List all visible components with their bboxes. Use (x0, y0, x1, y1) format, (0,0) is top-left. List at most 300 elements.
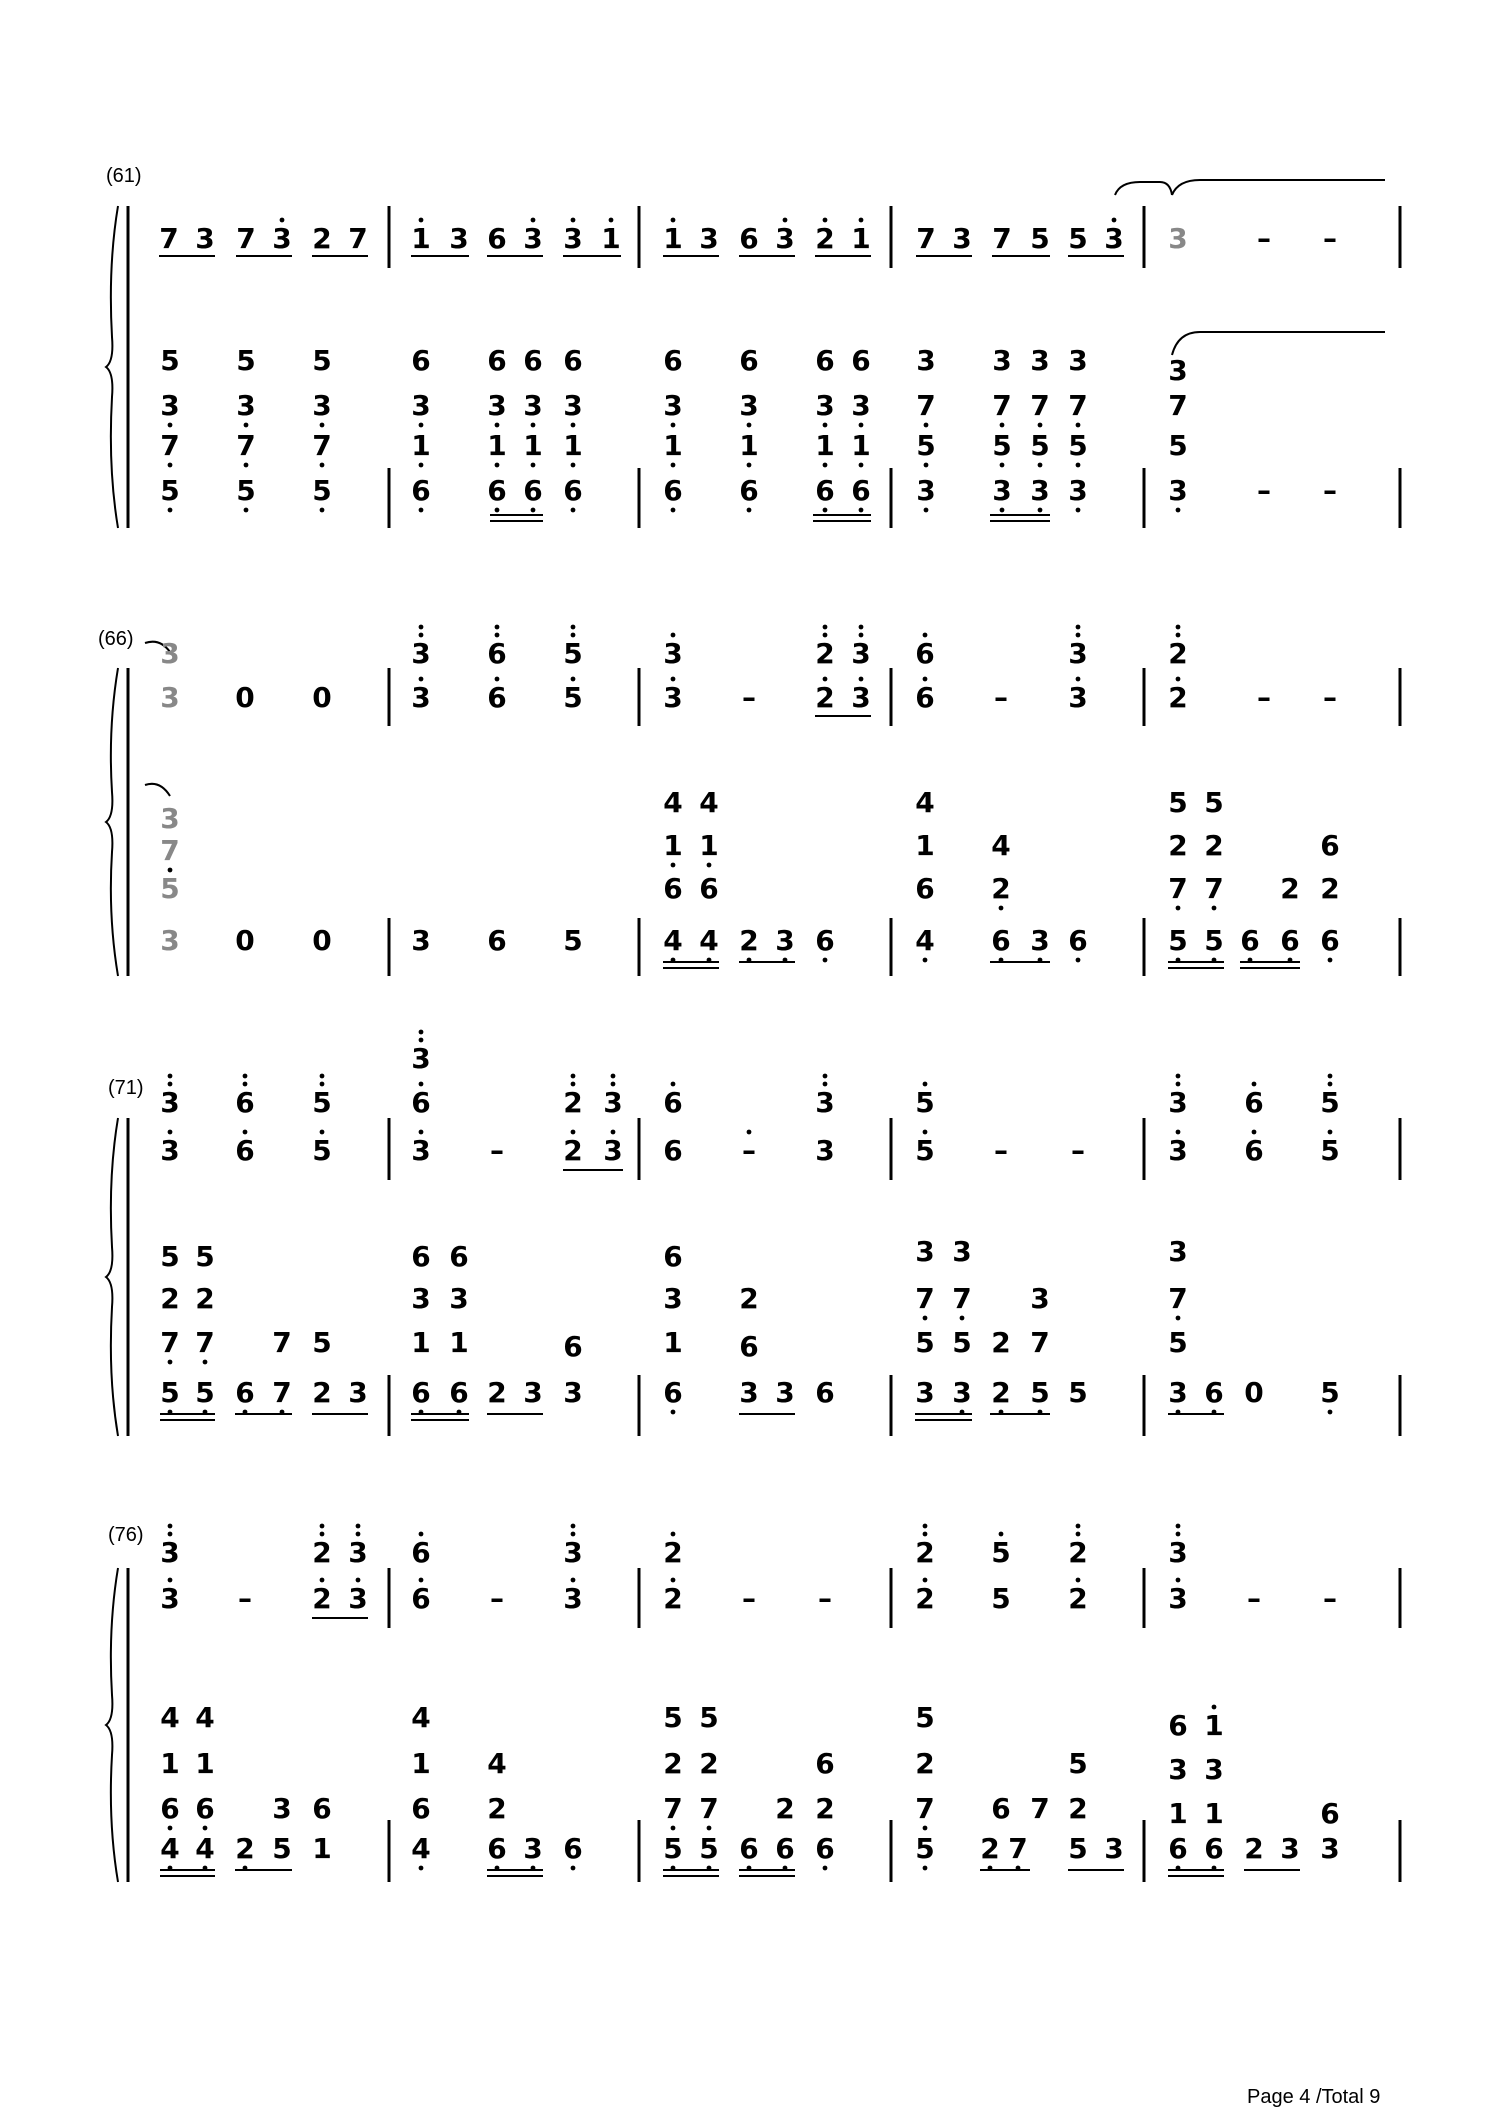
octave-dot-below (747, 463, 752, 468)
bass-chord-note: 2 (1320, 872, 1340, 905)
bass-chord-note: 6 (1320, 1797, 1340, 1830)
octave-dot-above (859, 677, 864, 682)
bass-chord-note: 7 (1168, 1282, 1188, 1315)
bass-chord-note: 6 (815, 474, 835, 507)
octave-dot-below (923, 1866, 928, 1871)
bass-chord-note: 4 (411, 1701, 431, 1734)
bass-lower-note: 0 (1244, 1376, 1264, 1409)
melody-upper-note: 3 (411, 637, 431, 670)
melody-upper-note: 5 (915, 1086, 935, 1119)
bass-chord-note: 2 (815, 1792, 835, 1825)
bass-chord-note: 1 (663, 1326, 683, 1359)
bass-lower-note: 2 (487, 1376, 507, 1409)
melody-upper-note: 2 (312, 1536, 332, 1569)
bass-lower-note: 2 (1244, 1832, 1264, 1865)
page-footer: Page 4 /Total 9 (1247, 2086, 1381, 2108)
octave-dot-above (823, 633, 828, 638)
melody-lower-note: – (1257, 681, 1271, 714)
bass-chord-note: 2 (699, 1747, 719, 1780)
octave-dot-above (611, 1074, 616, 1079)
bass-lower-note: 3 (523, 1832, 543, 1865)
octave-dot-below (320, 423, 325, 428)
bass-chord-note: 6 (195, 1792, 215, 1825)
melody-note: 3 (449, 222, 469, 255)
octave-dot-above (419, 1532, 424, 1537)
bass-chord-note: 3 (160, 802, 180, 835)
bass-chord-note: 1 (411, 1747, 431, 1780)
bass-chord-note: 2 (663, 1747, 683, 1780)
measure-number-66: (66) (98, 628, 134, 650)
octave-dot-below (571, 423, 576, 428)
bass-chord-note: 1 (1168, 1797, 1188, 1830)
bass-chord-note: 6 (663, 344, 683, 377)
bass-chord-note: 4 (991, 829, 1011, 862)
bass-chord-note: 1 (449, 1326, 469, 1359)
melody-upper-note: 6 (235, 1086, 255, 1119)
octave-dot-above (1252, 1130, 1257, 1135)
octave-dot-above (923, 1532, 928, 1537)
octave-dot-above (356, 1524, 361, 1529)
bass-chord-note: 7 (195, 1326, 215, 1359)
octave-dot-below (168, 1360, 173, 1365)
octave-dot-above (419, 677, 424, 682)
melody-lower-note: 3 (160, 1134, 180, 1167)
octave-dot-below (419, 423, 424, 428)
melody-note: 3 (523, 222, 543, 255)
melody-lower-note: – (1323, 1582, 1337, 1615)
octave-dot-above (823, 677, 828, 682)
bass-chord-note: 3 (663, 1282, 683, 1315)
melody-upper-note: 5 (312, 1086, 332, 1119)
bass-chord-note: 6 (160, 1792, 180, 1825)
melody-lower-note: 3 (563, 1582, 583, 1615)
octave-dot-below (823, 463, 828, 468)
brace (106, 1118, 118, 1436)
octave-dot-below (924, 508, 929, 513)
bass-lower-note: 0 (235, 924, 255, 957)
octave-dot-above (1176, 1578, 1181, 1583)
octave-dot-below (168, 1826, 173, 1831)
bass-chord-note: 7 (1204, 872, 1224, 905)
bass-chord-note: 6 (699, 872, 719, 905)
bass-chord-note: 6 (815, 344, 835, 377)
bass-chord-note: 3 (272, 1792, 292, 1825)
octave-dot-above (859, 633, 864, 638)
bass-chord-note: 1 (487, 429, 507, 462)
octave-dot-below (571, 1866, 576, 1871)
bass-chord-note: 7 (160, 834, 180, 867)
bass-chord-note: 3 (1168, 354, 1188, 387)
measure-number-71: (71) (108, 1077, 144, 1099)
melody-lower-note: 2 (312, 1582, 332, 1615)
bass-chord-note: 3 (815, 389, 835, 422)
bass-lower-note: 2 (739, 924, 759, 957)
bass-lower-note: 3 (348, 1376, 368, 1409)
bass-lower-note: 3 (1320, 1832, 1340, 1865)
octave-dot-above (495, 633, 500, 638)
octave-dot-above (823, 625, 828, 630)
bass-chord-note: 1 (411, 1326, 431, 1359)
octave-dot-below (1212, 906, 1217, 911)
melody-lower-note: – (742, 1134, 756, 1167)
bass-chord-note: 1 (815, 429, 835, 462)
octave-dot-below (419, 1866, 424, 1871)
bass-chord-note: 3 (1168, 1235, 1188, 1268)
bass-lower-note: 4 (663, 924, 683, 957)
bass-chord-note: 5 (699, 1701, 719, 1734)
bass-chord-note: 3 (1068, 474, 1088, 507)
octave-dot-above (571, 1082, 576, 1087)
bass-lower-note: 5 (1320, 1376, 1340, 1409)
bass-lower-note: 3 (739, 1376, 759, 1409)
bass-chord-note: 6 (563, 344, 583, 377)
brace (106, 206, 118, 528)
octave-dot-below (495, 508, 500, 513)
bass-chord-note: 1 (851, 429, 871, 462)
octave-dot-above (571, 625, 576, 630)
octave-dot-below (747, 508, 752, 513)
bass-lower-note: 6 (815, 924, 835, 957)
octave-dot-below (1076, 463, 1081, 468)
bass-chord-note: 7 (916, 389, 936, 422)
melody-lower-note: – (1071, 1134, 1085, 1167)
melody-lower-note: 3 (348, 1582, 368, 1615)
octave-dot-above (419, 625, 424, 630)
bass-chord-note: 5 (160, 344, 180, 377)
bass-chord-note: 4 (487, 1747, 507, 1780)
octave-dot-below (244, 423, 249, 428)
bass-chord-note: 2 (739, 1282, 759, 1315)
bass-chord-note: 1 (699, 829, 719, 862)
melody-lower-note: 5 (563, 681, 583, 714)
bass-chord-note: 3 (916, 474, 936, 507)
bass-chord-note: 7 (236, 429, 256, 462)
melody-lower-note: 6 (235, 1134, 255, 1167)
melody-upper-note: 6 (663, 1086, 683, 1119)
melody-lower-note: – (742, 1582, 756, 1615)
bass-chord-note: 3 (1168, 474, 1188, 507)
bass-chord-note: 5 (663, 1701, 683, 1734)
melody-upper-note: 2 (915, 1536, 935, 1569)
melody-upper-note: 3 (603, 1086, 623, 1119)
melody-lower-note: 6 (1244, 1134, 1264, 1167)
bass-chord-note: 6 (1320, 829, 1340, 862)
melody-lower-note: 6 (663, 1134, 683, 1167)
bass-lower-note: 6 (1068, 924, 1088, 957)
bass-chord-note: 5 (160, 1240, 180, 1273)
bass-chord-note: 7 (1030, 389, 1050, 422)
bass-chord-note: 1 (663, 429, 683, 462)
octave-dot-above (1176, 1082, 1181, 1087)
octave-dot-below (168, 508, 173, 513)
bass-lower-note: 6 (991, 924, 1011, 957)
bass-lower-note: 6 (1280, 924, 1300, 957)
bass-lower-note: 5 (160, 1376, 180, 1409)
bass-lower-note: 6 (563, 1832, 583, 1865)
octave-dot-below (1000, 423, 1005, 428)
bass-lower-note: 6 (739, 1832, 759, 1865)
octave-dot-above (168, 1532, 173, 1537)
bass-chord-note: 7 (1168, 389, 1188, 422)
octave-dot-below (1176, 1316, 1181, 1321)
melody-note: 7 (348, 222, 368, 255)
melody-upper-note: 3 (663, 637, 683, 670)
melody-lower-note: 2 (563, 1134, 583, 1167)
melody-upper-note: 3 (1068, 637, 1088, 670)
octave-dot-below (823, 508, 828, 513)
octave-dot-above (823, 1082, 828, 1087)
bass-chord-note: 6 (739, 1330, 759, 1363)
melody-note: 7 (236, 222, 256, 255)
octave-dot-below (859, 423, 864, 428)
melody-upper-note: 3 (1168, 1086, 1188, 1119)
bass-chord-note: 3 (915, 1235, 935, 1268)
bass-chord-note: 3 (312, 389, 332, 422)
melody-lower-note: – (1247, 1582, 1261, 1615)
bass-chord-note: 6 (915, 872, 935, 905)
octave-dot-above (923, 1524, 928, 1529)
octave-dot-below (531, 423, 536, 428)
octave-dot-below (671, 508, 676, 513)
bass-chord-note: 1 (195, 1747, 215, 1780)
octave-dot-above (571, 1524, 576, 1529)
melody-upper-note: 2 (1068, 1536, 1088, 1569)
octave-dot-above (1176, 1524, 1181, 1529)
melody-lower-note: 5 (1320, 1134, 1340, 1167)
bass-lower-note: 7 (272, 1376, 292, 1409)
melody-note: 2 (312, 222, 332, 255)
octave-dot-above (859, 625, 864, 630)
tie-end (145, 784, 170, 796)
octave-dot-above (611, 1130, 616, 1135)
octave-dot-below (823, 423, 828, 428)
bass-chord-note: 6 (991, 1792, 1011, 1825)
octave-dot-above (419, 1130, 424, 1135)
bass-lower-note: 3 (775, 924, 795, 957)
octave-dot-below (1038, 423, 1043, 428)
bass-chord-note: 2 (1280, 872, 1300, 905)
octave-dot-below (1038, 508, 1043, 513)
melody-lower-note: 5 (312, 1134, 332, 1167)
octave-dot-above (1076, 1578, 1081, 1583)
bass-lower-note: 5 (915, 1832, 935, 1865)
bass-chord-note: 4 (160, 1701, 180, 1734)
octave-dot-above (859, 218, 864, 223)
melody-note: 1 (411, 222, 431, 255)
bass-lower-note: 4 (411, 1832, 431, 1865)
octave-dot-below (671, 1410, 676, 1415)
melody-note: 3 (195, 222, 215, 255)
bass-chord-note: 2 (1068, 1792, 1088, 1825)
bass-lower-note: 5 (563, 924, 583, 957)
melody-note: 6 (487, 222, 507, 255)
octave-dot-above (1328, 1082, 1333, 1087)
octave-dot-below (320, 463, 325, 468)
octave-dot-below (924, 423, 929, 428)
melody-upper-note: 6 (411, 1536, 431, 1569)
melody-lower-note: 6 (915, 681, 935, 714)
octave-dot-above (571, 677, 576, 682)
bass-lower-note: 5 (195, 1376, 215, 1409)
bass-lower-note: 5 (663, 1832, 683, 1865)
melody-lower-note: – (238, 1582, 252, 1615)
brace (106, 668, 118, 976)
octave-dot-above (671, 633, 676, 638)
bass-lower-note: 7 (1008, 1832, 1028, 1865)
melody-upper-note: 6 (915, 637, 935, 670)
octave-dot-below (924, 463, 929, 468)
octave-dot-below (823, 1866, 828, 1871)
bass-chord-note: 2 (487, 1792, 507, 1825)
bass-chord-note: 7 (992, 389, 1012, 422)
bass-chord-note: 7 (915, 1792, 935, 1825)
bass-chord-note: 7 (1030, 1326, 1050, 1359)
melody-note: 3 (775, 222, 795, 255)
bass-lower-note: 1 (312, 1832, 332, 1865)
bass-lower-note: 3 (775, 1376, 795, 1409)
bass-chord-note: 1 (1204, 1709, 1224, 1742)
bass-chord-note: 6 (411, 1792, 431, 1825)
bass-chord-note: 1 (915, 829, 935, 862)
bass-chord-note: 5 (236, 474, 256, 507)
octave-dot-above (419, 633, 424, 638)
octave-dot-below (707, 1826, 712, 1831)
octave-dot-below (571, 508, 576, 513)
octave-dot-above (243, 1130, 248, 1135)
bass-lower-note: 5 (1068, 1376, 1088, 1409)
bass-lower-note: 3 (1104, 1832, 1124, 1865)
octave-dot-below (168, 423, 173, 428)
melody-upper-note: 3 (160, 1536, 180, 1569)
octave-dot-above (1176, 1074, 1181, 1079)
octave-dot-above (1212, 1705, 1217, 1710)
bass-lower-note: 6 (1320, 924, 1340, 957)
melody-lower-note: 6 (411, 1582, 431, 1615)
melody-note: 3 (952, 222, 972, 255)
octave-dot-above (320, 1074, 325, 1079)
bass-chord-note: 7 (1168, 872, 1188, 905)
octave-dot-below (1076, 508, 1081, 513)
bass-chord-note: 3 (739, 389, 759, 422)
octave-dot-above (419, 218, 424, 223)
octave-dot-below (419, 508, 424, 513)
octave-dot-below (1076, 958, 1081, 963)
octave-dot-below (1176, 906, 1181, 911)
bass-chord-note: 6 (663, 872, 683, 905)
melody-lower-note: 6 (487, 681, 507, 714)
bass-lower-note: 5 (272, 1832, 292, 1865)
octave-dot-above (1328, 1074, 1333, 1079)
bass-chord-note: 3 (523, 389, 543, 422)
bass-chord-note: 7 (272, 1326, 292, 1359)
octave-dot-above (1076, 1524, 1081, 1529)
octave-dot-below (923, 1316, 928, 1321)
bass-lower-note: 6 (1204, 1376, 1224, 1409)
melody-note: 7 (916, 222, 936, 255)
bass-chord-note: 6 (663, 1240, 683, 1273)
octave-dot-above (609, 218, 614, 223)
bass-chord-note: 4 (663, 786, 683, 819)
bass-chord-note: 5 (312, 474, 332, 507)
octave-dot-above (1176, 633, 1181, 638)
bass-chord-note: 6 (739, 344, 759, 377)
octave-dot-above (419, 1082, 424, 1087)
melody-upper-note: 2 (815, 637, 835, 670)
octave-dot-below (244, 463, 249, 468)
bass-chord-note: 3 (563, 389, 583, 422)
bass-chord-note: 2 (160, 1282, 180, 1315)
octave-dot-below (320, 508, 325, 513)
octave-dot-above (923, 677, 928, 682)
octave-dot-above (571, 1532, 576, 1537)
octave-dot-below (923, 1826, 928, 1831)
octave-dot-above (495, 625, 500, 630)
melody-lower-note: 2 (815, 681, 835, 714)
bass-chord-note: 5 (915, 1701, 935, 1734)
octave-dot-above (356, 1578, 361, 1583)
bass-chord-note: 5 (952, 1326, 972, 1359)
dash: – (1323, 222, 1337, 255)
melody-note: 5 (1030, 222, 1050, 255)
bass-chord-note: 2 (1168, 829, 1188, 862)
melody-lower-note: 3 (815, 1134, 835, 1167)
octave-dot-above (168, 1578, 173, 1583)
melody-note: 7 (992, 222, 1012, 255)
bass-chord-note: 3 (663, 389, 683, 422)
bass-chord-note: 6 (449, 1240, 469, 1273)
melody-lower-note: – (1323, 681, 1337, 714)
octave-dot-above (611, 1082, 616, 1087)
bass-lower-note: 6 (815, 1376, 835, 1409)
melody-upper-note: 6 (487, 637, 507, 670)
bass-chord-note: 2 (195, 1282, 215, 1315)
melody-lower-note: 3 (160, 681, 180, 714)
melody-upper-note: 3 (851, 637, 871, 670)
melody-lower-note: – (994, 681, 1008, 714)
melody-lower-note: 5 (915, 1134, 935, 1167)
melody-note: 5 (1068, 222, 1088, 255)
octave-dot-below (531, 508, 536, 513)
measure-number-61: (61) (106, 165, 142, 187)
bass-chord-note: 5 (312, 1326, 332, 1359)
melody-note: 3 (272, 222, 292, 255)
bass-lower-note: 5 (1068, 1832, 1088, 1865)
melody-lower-note: 3 (663, 681, 683, 714)
bass-chord-note: 1 (523, 429, 543, 462)
bass-lower-note: 6 (487, 924, 507, 957)
bass-chord-note: 2 (915, 1747, 935, 1780)
octave-dot-below (1328, 958, 1333, 963)
octave-dot-above (1176, 1532, 1181, 1537)
octave-dot-above (823, 218, 828, 223)
melody-note: 1 (851, 222, 871, 255)
bass-lower-note: 6 (235, 1376, 255, 1409)
bass-chord-note: 7 (915, 1282, 935, 1315)
bass-chord-note: 6 (411, 344, 431, 377)
octave-dot-above (419, 1030, 424, 1035)
bass-lower-note: 3 (523, 1376, 543, 1409)
octave-dot-below (571, 463, 576, 468)
octave-dot-below (707, 863, 712, 868)
bass-chord-note: 1 (739, 429, 759, 462)
bass-lower-note: 2 (312, 1376, 332, 1409)
octave-dot-above (747, 1130, 752, 1135)
melody-upper-note: 3 (160, 637, 180, 670)
dash: – (1323, 474, 1337, 507)
octave-dot-below (168, 463, 173, 468)
bass-chord-note: 7 (663, 1792, 683, 1825)
melody-upper-note: 3 (411, 1042, 431, 1075)
